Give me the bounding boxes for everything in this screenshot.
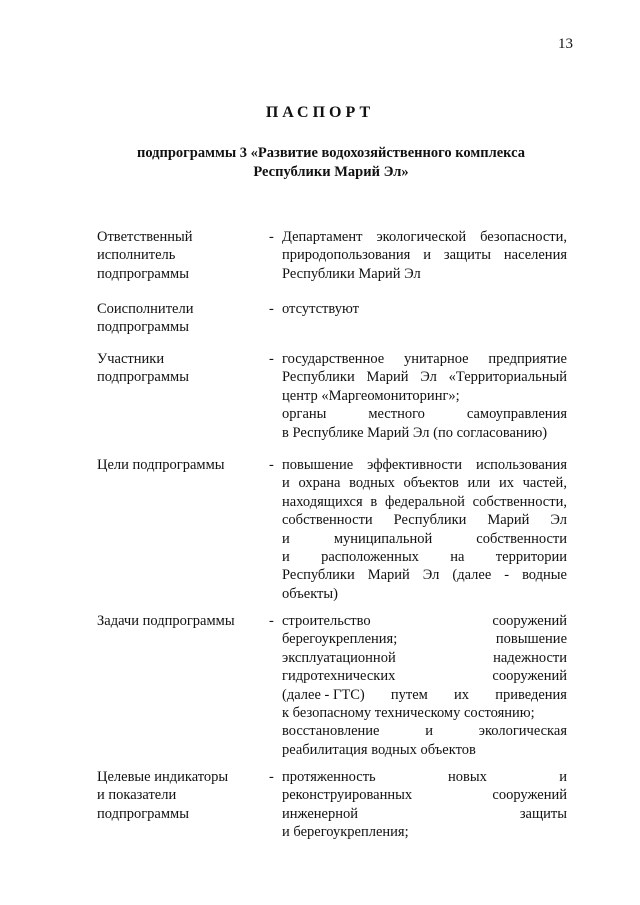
row-label-line: Задачи подпрограммы — [97, 613, 235, 629]
row-label — [97, 612, 257, 630]
row-value-word: Эл — [422, 567, 440, 584]
row-value-line — [282, 511, 567, 529]
row-value-line — [282, 722, 567, 740]
row-value — [282, 228, 567, 283]
row-value-word: использования — [475, 457, 567, 473]
row-value-word: местного — [368, 406, 425, 423]
row-value — [282, 350, 567, 442]
subtitle-line: подпрограммы 3 «Развитие водохозяйственного комплекса — [136, 145, 525, 161]
row-value-line — [282, 530, 567, 548]
row-value-word: путем — [390, 686, 428, 703]
row-value-word: реконструированных — [282, 787, 413, 804]
row-value-word: к безопасному техническому состоянию; — [282, 704, 535, 721]
row-value-word: (далее - ГТС) — [282, 686, 365, 703]
row-value-word: Республики — [393, 512, 467, 529]
row-value-word: защиты — [443, 247, 492, 264]
row-value-line — [282, 474, 567, 492]
row-value-word: Марий — [366, 369, 409, 386]
row-value-line — [282, 805, 567, 823]
row-value-word: и — [423, 247, 431, 264]
row-value-word: берегоукрепления; — [282, 631, 398, 648]
row-value-word: собственности — [476, 530, 567, 547]
row-value-word: «Территориальный — [448, 369, 567, 386]
row-value-line — [282, 741, 567, 759]
row-label — [97, 350, 257, 387]
row-value-word: находящихся — [282, 493, 363, 510]
row-dash: - — [269, 229, 274, 245]
row-value-word: собственности — [282, 512, 373, 529]
row-value-line — [282, 405, 567, 423]
row-value-line — [282, 786, 567, 804]
row-value-word: муниципальной — [333, 530, 433, 547]
row-value-word: Департамент — [282, 229, 363, 245]
row-value-word: охрана — [298, 475, 341, 492]
row-value-word: и — [282, 530, 290, 547]
row-value-line — [282, 649, 567, 667]
row-label-line: подпрограммы — [97, 369, 189, 386]
row-value-line — [282, 350, 567, 368]
row-value-word: центр «Маргеомониторинг»; — [282, 387, 460, 404]
row-value-word: приведения — [495, 686, 567, 703]
row-value-word: в — [370, 493, 378, 510]
row-value-word: Республики — [282, 369, 355, 386]
row-label — [97, 768, 257, 823]
row-value-word: водные — [522, 567, 567, 584]
document-title: ПАСПОРТ — [265, 104, 375, 121]
subtitle-line: Республики Марий Эл» — [253, 164, 409, 180]
row-label-line: исполнитель — [97, 247, 176, 264]
row-value-word: территории — [495, 548, 567, 565]
document-subtitle — [96, 144, 566, 182]
row-label-line: подпрограммы — [97, 319, 189, 336]
row-value-word: федеральной — [385, 493, 465, 510]
row-value-word: новых — [448, 769, 487, 785]
row-value-word: природопользования — [282, 247, 411, 264]
row-value-word: (далее — [452, 567, 492, 584]
row-value-line — [282, 424, 567, 442]
row-value-word: надежности — [493, 649, 567, 666]
row-value-line — [282, 686, 567, 704]
row-value-word: эксплуатационной — [282, 649, 396, 666]
row-value-word: Республики Марий Эл — [282, 265, 421, 282]
row-value-word: населения — [503, 247, 567, 264]
row-label-line: подпрограммы — [97, 265, 189, 282]
row-value-word: самоуправления — [466, 406, 567, 423]
row-value-word: в Республике Марий Эл (по согласованию) — [282, 424, 548, 441]
row-value — [282, 612, 567, 759]
row-label-line: подпрограммы — [97, 805, 189, 822]
row-value-word: защиты — [519, 805, 567, 822]
row-value-word: и — [282, 475, 290, 492]
row-value-word: их — [454, 686, 470, 703]
row-value-word: частей, — [522, 475, 567, 492]
row-value-word: повышение — [495, 631, 567, 648]
row-value-line — [282, 387, 567, 405]
row-value-word: экологическая — [478, 723, 567, 740]
row-value-word: Марий — [367, 567, 410, 584]
row-dash: - — [269, 769, 274, 785]
row-label-line: Участники — [97, 351, 165, 367]
row-value-word: государственное — [282, 351, 385, 367]
row-value-word: сооружений — [492, 787, 567, 804]
row-value-word: - — [504, 567, 510, 584]
row-value-word: Марий — [487, 512, 530, 529]
row-value-word: водных — [349, 475, 395, 492]
row-value-line — [282, 368, 567, 386]
row-value-line — [282, 585, 567, 603]
row-dash: - — [269, 351, 274, 367]
row-value-word: органы — [282, 406, 327, 423]
row-value-word: гидротехнических — [282, 668, 396, 685]
row-value-word: унитарное — [404, 351, 469, 367]
row-value-line — [282, 246, 567, 264]
row-value-line — [282, 704, 567, 722]
row-value-line — [282, 228, 567, 246]
row-value-word: строительство — [282, 613, 371, 629]
row-value-line — [282, 823, 567, 841]
row-value-line — [282, 667, 567, 685]
row-value-word: собственности, — [472, 493, 567, 510]
row-value-word: предприятие — [488, 351, 567, 367]
row-value — [282, 300, 567, 318]
row-value-word: расположенных — [321, 548, 419, 565]
page-number: 13 — [558, 36, 573, 52]
row-value-line — [282, 493, 567, 511]
row-label — [97, 456, 257, 474]
row-label-line: Целевые индикаторы — [97, 769, 229, 785]
row-value — [282, 456, 567, 603]
row-label-line: Соисполнители — [97, 301, 194, 317]
row-value-word: и — [425, 723, 433, 740]
row-value-word: эффективности — [367, 457, 463, 473]
row-value-word: экологической — [376, 229, 467, 245]
row-value-word: сооружений — [492, 613, 567, 629]
row-label-line: Ответственный — [97, 229, 193, 245]
row-value-word: безопасности, — [480, 229, 567, 245]
row-value-word: реабилитация водных объектов — [282, 741, 476, 758]
row-value-word: объектов — [403, 475, 459, 492]
row-value-word: на — [450, 548, 465, 565]
row-label-line: и показатели — [97, 787, 177, 804]
row-value-line — [282, 456, 567, 474]
row-dash: - — [269, 613, 274, 629]
row-label-line: Цели подпрограммы — [97, 457, 225, 473]
row-value-word: и берегоукрепления; — [282, 824, 409, 841]
row-value-word: объекты) — [282, 585, 338, 602]
row-value-word: сооружений — [492, 668, 567, 685]
row-dash: - — [269, 301, 274, 317]
row-value-word: протяженность — [282, 769, 376, 785]
row-value-word: повышение — [282, 457, 354, 473]
row-value-line — [282, 630, 567, 648]
row-dash: - — [269, 457, 274, 473]
row-value-word: Эл — [550, 512, 567, 529]
row-value-word: восстановление — [282, 723, 380, 740]
row-label — [97, 300, 257, 337]
row-value-line — [282, 548, 567, 566]
row-value-word: Эл — [420, 369, 437, 386]
row-value-word: отсутствуют — [282, 301, 359, 317]
row-value-line — [282, 612, 567, 630]
row-value-line — [282, 265, 567, 283]
row-value-line — [282, 768, 567, 786]
row-value-word: их — [498, 475, 514, 492]
row-value-line — [282, 566, 567, 584]
row-value-word: или — [467, 475, 491, 492]
row-value-word: и — [282, 548, 290, 565]
row-value — [282, 768, 567, 842]
row-label — [97, 228, 257, 283]
row-value-word: инженерной — [282, 805, 358, 822]
row-value-word: Республики — [282, 567, 355, 584]
row-value-word: и — [559, 769, 567, 785]
row-value-line — [282, 300, 567, 318]
